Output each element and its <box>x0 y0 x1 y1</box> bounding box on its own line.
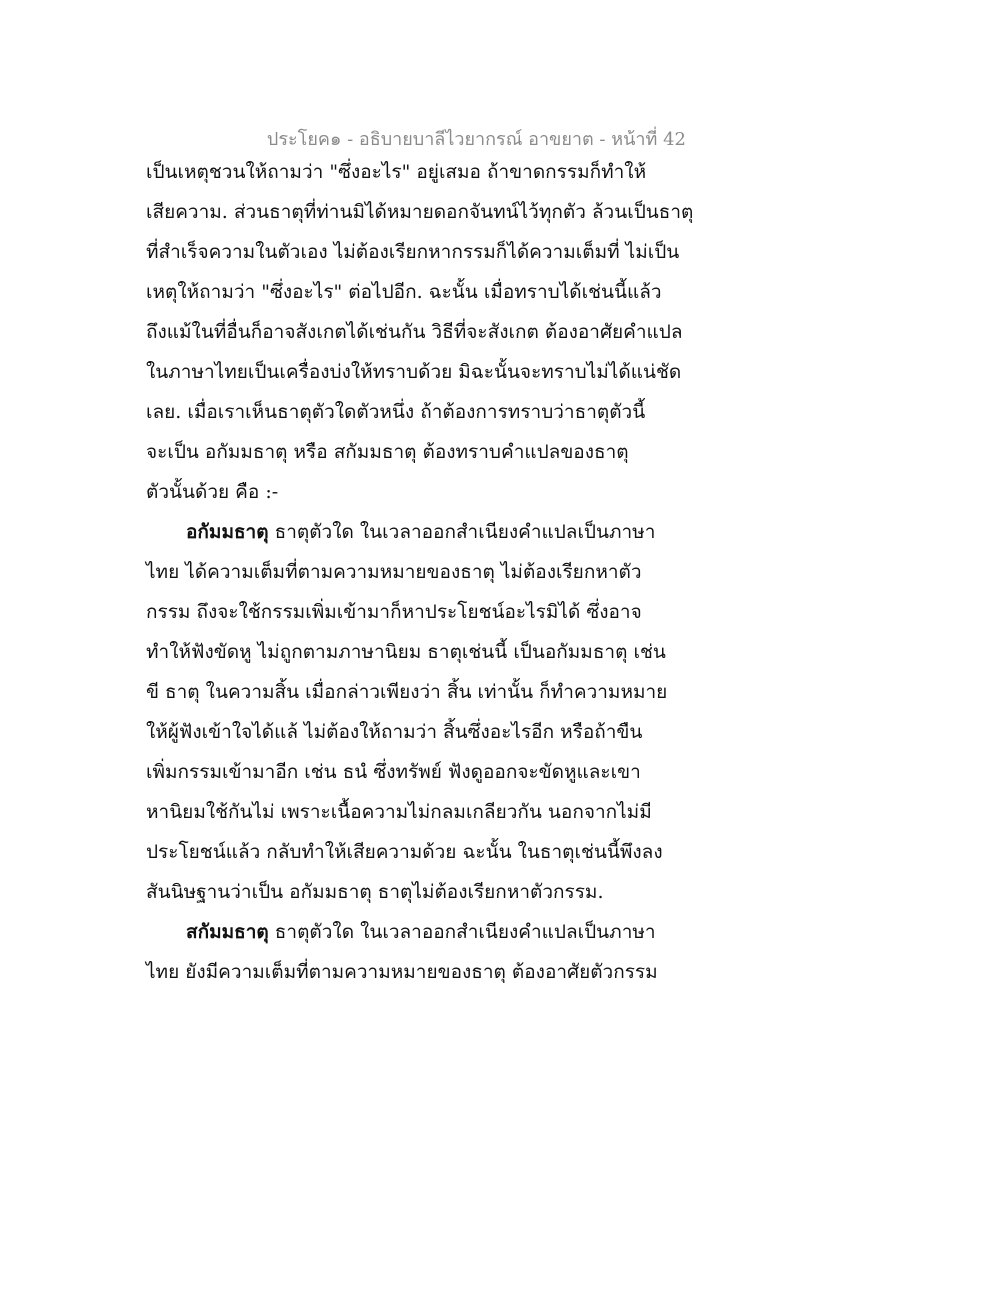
term-akammadhatu: อกัมมธาตุ <box>186 521 269 543</box>
text-line: ให้ผู้ฟังเข้าใจได้แล้ ไม่ต้องให้ถามว่า สิ้นซึ่งอะไรอีก หรือถ้าขืน <box>146 721 643 743</box>
text-line: เสียความ. ส่วนธาตุที่ท่านมิได้หมายดอกจันทน์ไว้ทุกตัว ล้วนเป็นธาตุ <box>146 201 694 223</box>
text-line: ไทย ยังมีความเต็มที่ตามความหมายของธาตุ ต้องอาศัยตัวกรรม <box>146 961 658 983</box>
text-line: ถึงแม้ในที่อื่นก็อาจสังเกตได้เช่นกัน วิธีที่จะสังเกต ต้องอาศัยคำแปล <box>146 321 683 343</box>
text-line: ในภาษาไทยเป็นเครื่องบ่งให้ทราบด้วย มิฉะนั้นจะทราบไม่ได้แน่ชัด <box>146 361 682 383</box>
text-line: สันนิษฐานว่าเป็น อกัมมธาตุ ธาตุไม่ต้องเรียกหาตัวกรรม. <box>146 881 604 903</box>
text-line: ตัวนั้นด้วย คือ :- <box>146 481 279 503</box>
text-fragment: ธาตุตัวใด ในเวลาออกสำเนียงคำแปลเป็นภาษา <box>268 921 656 943</box>
text-line: ขี ธาตุ ในความสิ้น เมื่อกล่าวเพียงว่า สิ้น เท่านั้น ก็ทำความหมาย <box>146 681 668 703</box>
text-line: เป็นเหตุชวนให้ถามว่า "ซึ่งอะไร" อยู่เสมอ ถ้าขาดกรรมก็ทำให้ <box>146 161 647 183</box>
paragraph-1 <box>146 152 706 512</box>
text-line: ที่สำเร็จความในตัวเอง ไม่ต้องเรียกหากรรมก็ได้ความเต็มที่ ไม่เป็น <box>146 241 680 263</box>
text-line: หานิยมใช้กันไม่ เพราะเนื้อความไม่กลมเกลียวกัน นอกจากไม่มี <box>146 801 652 823</box>
term-sakammadhatu: สกัมมธาตุ <box>186 921 269 943</box>
text-line: เหตุให้ถามว่า "ซึ่งอะไร" ต่อไปอีก. ฉะนั้น เมื่อทราบได้เช่นนี้แล้ว <box>146 281 662 303</box>
paragraph-akammadhatu <box>146 512 706 912</box>
paragraph-first-line <box>146 512 706 552</box>
text-line: ไทย ได้ความเต็มที่ตามความหมายของธาตุ ไม่ต้องเรียกหาตัว <box>146 561 642 583</box>
body-text <box>146 152 706 992</box>
text-line: ทำให้ฟังขัดหู ไม่ถูกตามภาษานิยม ธาตุเช่นนี้ เป็นอกัมมธาตุ เช่น <box>146 641 666 663</box>
text-fragment: ธาตุตัวใด ในเวลาออกสำเนียงคำแปลเป็นภาษา <box>268 521 656 543</box>
text-line: จะเป็น อกัมมธาตุ หรือ สกัมมธาตุ ต้องทราบคำแปลของธาตุ <box>146 441 629 463</box>
running-header: ประโยค๑ - อธิบายบาลีไวยากรณ์ อาขยาต - หน้าที่ 42 <box>266 129 686 150</box>
text-line: เพิ่มกรรมเข้ามาอีก เช่น ธนํ ซึ่งทรัพย์ ฟังดูออกจะขัดหูและเขา <box>146 761 641 783</box>
text-line: ประโยชน์แล้ว กลับทำให้เสียความด้วย ฉะนั้น ในธาตุเช่นนี้พึงลง <box>146 841 663 863</box>
paragraph-sakammadhatu <box>146 912 706 992</box>
text-line: กรรม ถึงจะใช้กรรมเพิ่มเข้ามาก็หาประโยชน์อะไรมิได้ ซึ่งอาจ <box>146 601 642 623</box>
paragraph-first-line <box>146 912 706 952</box>
text-line: เลย. เมื่อเราเห็นธาตุตัวใดตัวหนึ่ง ถ้าต้องการทราบว่าธาตุตัวนี้ <box>146 401 646 423</box>
